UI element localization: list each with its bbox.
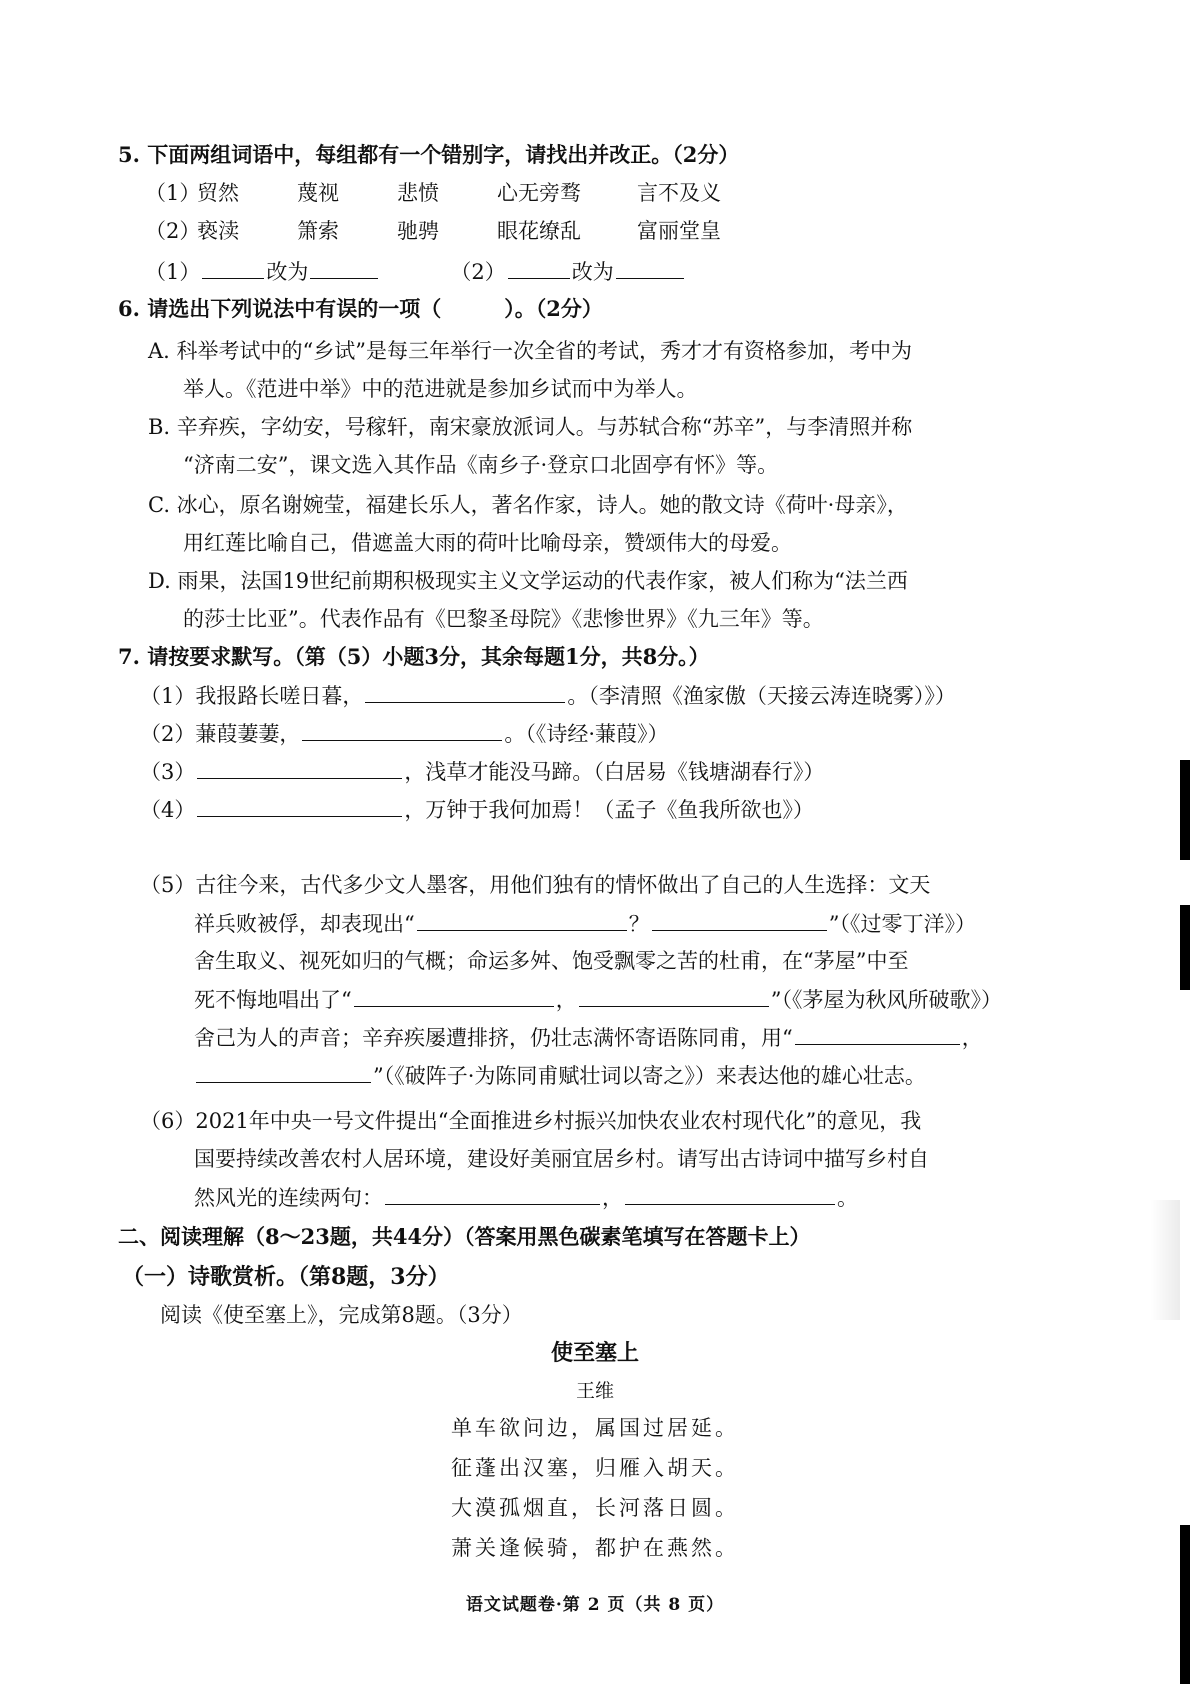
answer-1-wrong-blank[interactable] [202, 256, 264, 279]
word-1-2: 蔑视 [297, 181, 339, 205]
q7-6-blank-1[interactable] [385, 1182, 600, 1205]
q7-5-l2-mid: ？ [628, 912, 650, 936]
q6-option-b-line1: B. 辛弃疾，字幼安，号稼轩，南宋豪放派词人。与苏轼合称“苏辛”，与李清照并称 [148, 415, 913, 439]
q7-6-l3-mid: ， [602, 1186, 623, 1210]
q7-item5-line5 [194, 1022, 983, 1053]
word-2-3: 驰骋 [397, 219, 439, 243]
q5-row2 [145, 216, 757, 246]
q7-2-blank[interactable] [302, 718, 502, 741]
q7-item5-line6 [194, 1060, 926, 1091]
q7-item1 [140, 680, 956, 711]
q7-5-l6-post: ”（《破阵子·为陈同甫赋壮词以寄之》）来表达他的雄心壮志。 [373, 1064, 926, 1088]
q7-5-l2-pre: 祥兵败被俘，却表现出“ [194, 912, 415, 936]
word-1-1: 贸然 [197, 181, 239, 205]
q6-option-d-line2: 的莎士比亚”。代表作品有《巴黎圣母院》《悲惨世界》《九三年》等。 [183, 607, 824, 631]
word-1-3: 悲愤 [397, 181, 439, 205]
q7-item6-line3 [194, 1182, 858, 1213]
word-2-1: 亵渎 [197, 219, 239, 243]
word-2-4: 眼花缭乱 [497, 219, 581, 243]
word-2-5: 富丽堂皇 [637, 219, 721, 243]
answer-1-num: （1） [145, 260, 201, 284]
poem-line-1: 单车欲问边，属国过居延。 [451, 1416, 739, 1440]
q7-5-l5-pre: 舍己为人的声音；辛弃疾屡遭排挤，仍壮志满怀寄语陈同甫，用“ [194, 1026, 793, 1050]
q7-item5-line1: （5）古往今来，古代多少文人墨客，用他们独有的情怀做出了自己的人生选择：文天 [140, 873, 931, 897]
q7-2-post: 。（《诗经·蒹葭》） [504, 722, 669, 746]
q7-5-blank-3[interactable] [354, 984, 554, 1007]
q7-1-pre: （1）我报路长嗟日暮， [140, 684, 364, 708]
q7-5-l4-mid: ， [555, 988, 577, 1012]
q7-1-blank[interactable] [365, 680, 565, 703]
section2-subheading: （一）诗歌赏析。（第8题，3分） [122, 1264, 450, 1290]
q5-row1 [145, 178, 757, 208]
scan-edge-mark [1180, 905, 1190, 990]
q6-option-a-line2: 举人。《范进中举》中的范进就是参加乡试而中为举人。 [183, 377, 698, 401]
q7-6-blank-2[interactable] [625, 1182, 835, 1205]
q7-item5-line4 [194, 984, 1002, 1015]
answer-1-right-blank[interactable] [310, 256, 378, 279]
q7-3-blank[interactable] [197, 756, 402, 779]
q7-6-l3-pre: 然风光的连续两句： [194, 1186, 383, 1210]
q7-4-post: ，万钟于我何加焉！（孟子《鱼我所欲也》） [404, 798, 814, 822]
q7-3-post: ，浅草才能没马蹄。（白居易《钱塘湖春行》） [404, 760, 825, 784]
word-1-4: 心无旁骛 [497, 181, 581, 205]
q6-option-c-line2: 用红莲比喻自己，借遮盖大雨的荷叶比喻母亲，赞颂伟大的母爱。 [183, 531, 792, 555]
answer-2-num: （2） [450, 260, 506, 284]
q7-1-post: 。（李清照《渔家傲（天接云涛连晓雾）》） [567, 684, 956, 708]
q5-row2-num: （2） [145, 219, 201, 243]
q7-5-blank-5[interactable] [795, 1022, 960, 1045]
q6-stem: 6. 请选出下列说法中有误的一项（ ）。（2分） [118, 296, 603, 321]
q7-5-l4-post: ”（《茅屋为秋风所破歌》） [770, 988, 1002, 1012]
q7-4-pre: （4） [140, 798, 196, 822]
q6-option-d-line1: D. 雨果，法国19世纪前期积极现实主义文学运动的代表作家，被人们称为“法兰西 [148, 569, 908, 593]
page-footer: 语文试题卷·第 2 页（共 8 页） [465, 1595, 725, 1615]
poem-line-3: 大漠孤烟直，长河落日圆。 [451, 1496, 739, 1520]
q7-4-blank[interactable] [197, 794, 402, 817]
q7-item6-line2: 国要持续改善农村人居环境，建设好美丽宜居乡村。请写出古诗词中描写乡村自 [194, 1147, 929, 1171]
q7-5-blank-2[interactable] [652, 908, 827, 931]
q7-6-l3-post: 。 [837, 1186, 858, 1210]
q7-5-l5-post: ， [961, 1026, 983, 1050]
answer-2-wrong-blank[interactable] [508, 256, 570, 279]
section2-intro: 阅读《使至塞上》，完成第8题。（3分） [160, 1303, 523, 1327]
q5-row1-num: （1） [145, 181, 201, 205]
scan-shadow [1150, 1200, 1180, 1320]
q7-5-blank-1[interactable] [417, 908, 627, 931]
section2-heading: 二、阅读理解（8～23题，共44分）（答案用黑色碳素笔填写在答题卡上） [118, 1224, 811, 1249]
q7-3-pre: （3） [140, 760, 196, 784]
q7-2-pre: （2）蒹葭萋萋， [140, 722, 301, 746]
q6-option-a-line1: A. 科举考试中的“乡试”是每三年举行一次全省的考试，秀才才有资格参加，考中为 [148, 339, 912, 363]
q7-5-blank-4[interactable] [579, 984, 769, 1007]
q7-item3 [140, 756, 824, 787]
word-2-2: 箫索 [297, 219, 339, 243]
q7-item5-line2 [194, 908, 976, 939]
q6-option-c-line1: C. 冰心，原名谢婉莹，福建长乐人，著名作家，诗人。她的散文诗《荷叶·母亲》， [148, 493, 908, 517]
q7-item4 [140, 794, 814, 825]
q7-5-l4-pre: 死不悔地唱出了“ [194, 988, 352, 1012]
poem-author: 王维 [575, 1380, 614, 1402]
answer-1-mid: 改为 [266, 260, 309, 284]
poem-line-2: 征蓬出汉塞，归雁入胡天。 [451, 1456, 739, 1480]
q6-option-b-line2: “济南二安”，课文选入其作品《南乡子·登京口北固亭有怀》等。 [183, 453, 779, 477]
answer-2-mid: 改为 [571, 260, 614, 284]
poem-line-4: 萧关逢候骑，都护在燕然。 [451, 1536, 739, 1560]
scan-edge-mark [1180, 760, 1190, 860]
q5-answer-line [145, 256, 686, 287]
q5-stem: 5. 下面两组词语中，每组都有一个错别字，请找出并改正。（2分） [118, 142, 740, 167]
q7-5-blank-6[interactable] [196, 1060, 371, 1083]
scan-edge-mark [1180, 1525, 1190, 1684]
poem-title: 使至塞上 [550, 1340, 639, 1366]
q7-item2 [140, 718, 669, 749]
answer-2-right-blank[interactable] [616, 256, 684, 279]
q7-item5-line3: 舍生取义、视死如归的气概；命运多舛、饱受飘零之苦的杜甫，在“茅屋”中至 [194, 949, 909, 973]
q7-item6-line1: （6）2021年中央一号文件提出“全面推进乡村振兴加快农业农村现代化”的意见，我 [140, 1109, 922, 1133]
q7-5-l2-post: ”（《过零丁洋》） [828, 912, 976, 936]
q7-stem: 7. 请按要求默写。（第（5）小题3分，其余每题1分，共8分。） [118, 644, 710, 669]
word-1-5: 言不及义 [637, 181, 721, 205]
